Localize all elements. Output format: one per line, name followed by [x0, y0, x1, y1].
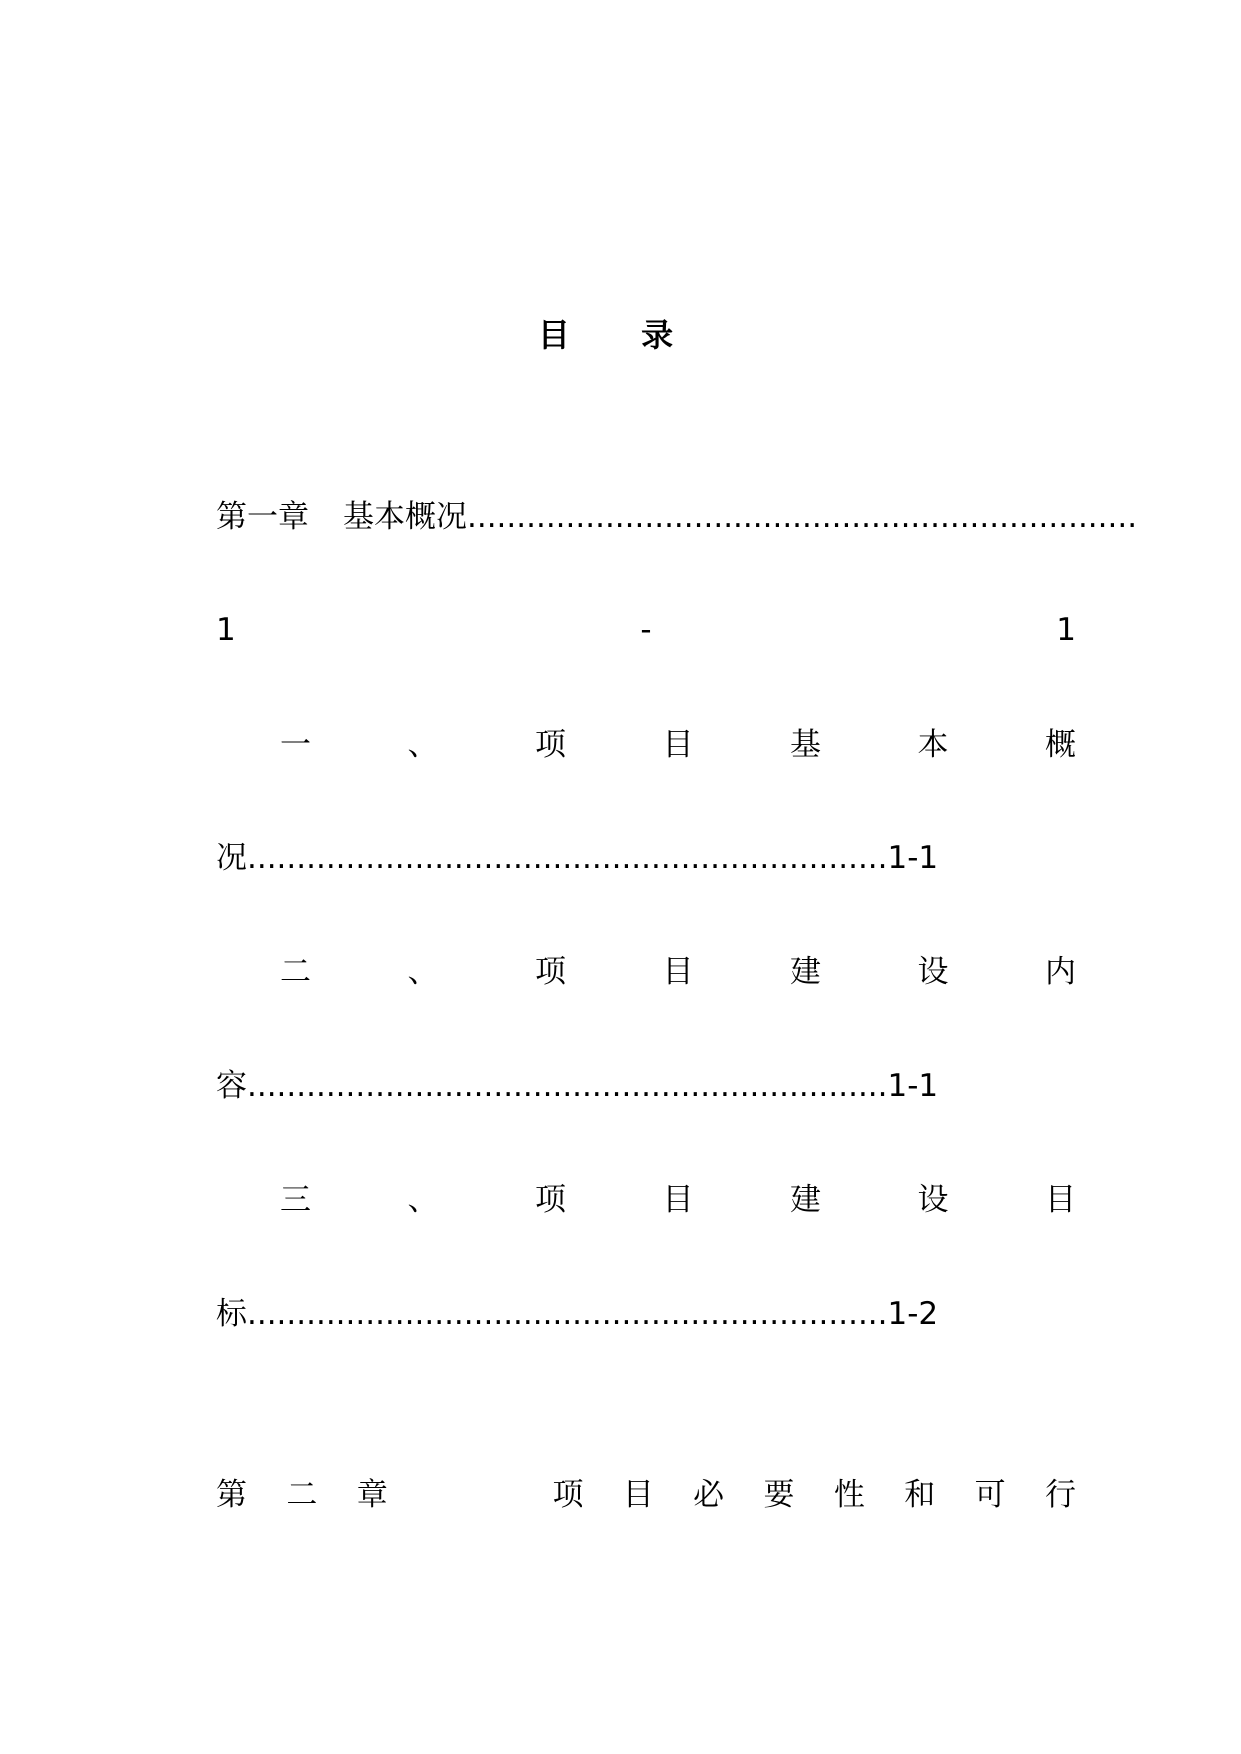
chapter-2-title-char: 目 [622, 1477, 654, 1513]
page-number-part: 1 [216, 612, 236, 648]
section-char: 内 [1045, 954, 1076, 990]
spacer [427, 1473, 513, 1517]
toc-entry-chapter-1[interactable] [216, 495, 1138, 539]
page-number-part: - [640, 612, 652, 648]
toc-entry-chapter-2[interactable] [216, 1473, 1076, 1517]
section-char: 设 [917, 954, 949, 990]
chapter-2-title-char: 和 [904, 1477, 936, 1513]
section-char: 、 [407, 954, 439, 990]
section-char: 概 [1045, 727, 1076, 763]
section-char: 基 [790, 727, 821, 763]
section-char: 设 [917, 1182, 949, 1218]
toc-entry-section-3[interactable] [216, 1178, 1076, 1222]
chapter-1-leader: .................................................................... [467, 499, 1138, 535]
toc-entry-section-1-tail: 况.................................................................1-1 [216, 840, 939, 876]
section-char: 、 [407, 1182, 439, 1218]
section-char: 本 [917, 727, 949, 763]
section-char: 三 [280, 1182, 311, 1218]
toc-entry-section-2-tail: 容.................................................................1-1 [216, 1068, 939, 1104]
chapter-2-title-char: 可 [974, 1477, 1006, 1513]
toc-entry-section-3-tail: 标.................................................................1-2 [216, 1296, 939, 1332]
section-char: 目 [662, 727, 694, 763]
chapter-2-title-char: 要 [763, 1477, 795, 1513]
page-title: 目 录 [537, 316, 704, 354]
chapter-2-title-char: 项 [552, 1477, 584, 1513]
section-char: 一 [280, 727, 311, 763]
section-char: 建 [790, 954, 821, 990]
section-char: 目 [1045, 1182, 1076, 1218]
section-char: 项 [535, 727, 566, 763]
section-char: 、 [407, 727, 439, 763]
section-char: 目 [662, 1182, 694, 1218]
section-char: 目 [662, 954, 694, 990]
page-number-part: 1 [1056, 612, 1076, 648]
toc-entry-section-2[interactable] [216, 950, 1076, 994]
toc-entry-section-1[interactable] [216, 723, 1076, 767]
section-char: 项 [535, 1182, 566, 1218]
toc-entry-chapter-1-page [216, 608, 1076, 652]
chapter-2-label-char: 第 [216, 1477, 247, 1513]
section-char: 项 [535, 954, 566, 990]
chapter-2-title-char: 行 [1044, 1477, 1076, 1513]
chapter-1-label: 第一章 [216, 499, 309, 535]
chapter-2-label-char: 章 [356, 1477, 388, 1513]
chapter-2-label-char: 二 [286, 1477, 318, 1513]
chapter-1-title: 基本概况 [343, 499, 467, 535]
chapter-2-title-char: 必 [693, 1477, 725, 1513]
chapter-2-title-char: 性 [833, 1477, 865, 1513]
section-char: 建 [790, 1182, 821, 1218]
section-char: 二 [280, 954, 311, 990]
